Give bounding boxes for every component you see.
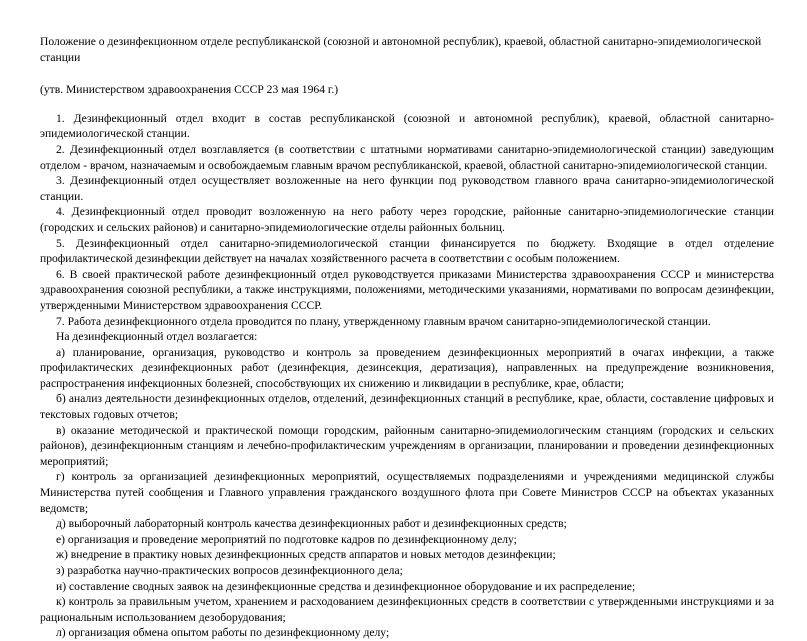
approval-note: (утв. Министерством здравоохранения СССР 23 мая 1964 г.) xyxy=(40,83,339,97)
document-page xyxy=(40,34,774,641)
duties-intro: На дезинфекционный отдел возлагается: xyxy=(56,330,258,344)
paragraph-6: 6. В своей практической работе дезинфекционный отдел руководствуется приказами Министерства здравоохранения СССР и министерства здравоохранения союзной республики, а также инструкциями, положениями, методическими указаниями, нормативами по вопросам дезинфекции, утвержденными Министерством здравоохранения СССР. xyxy=(40,267,774,312)
duty-item-z: з) разработка научно-практических вопросов дезинфекционного дела; xyxy=(56,564,403,577)
duty-item-k: к) контроль за правильным учетом, хранением и расходованием дезинфекционных средств в соответствии с утвержденными инструкциями и за рациональным использованием дезоборудования; xyxy=(40,595,774,624)
duty-item-e: е) организация и проведение мероприятий по подготовке кадров по дезинфекционному делу; xyxy=(56,532,517,546)
duty-item-i: и) составление сводных заявок на дезинфекционные средства и дезинфекционное оборудование и их распределение; xyxy=(56,579,636,593)
paragraph-1: 1. Дезинфекционный отдел входит в состав республиканской (союзной и автономной республик), краевой, областной санитарно-эпидемиологической станции. xyxy=(40,111,774,141)
duty-item-b: б) анализ деятельности дезинфекционных отделов, отделений, дезинфекционных станций в республике, крае, области, составление цифровых и текстовых годовых отчетов; xyxy=(40,392,774,422)
duty-item-v: в) оказание методической и практической помощи городским, районным санитарно-эпидемиологическим станциям (городских и сельских районов), дезинфекционным станциям и лечебно-профилактическим учреждениям в организации, планировании и проведении дезинфекционных мероприятий; xyxy=(40,423,774,468)
document-title: Положение о дезинфекционном отделе республиканской (союзной и автономной республик), краевой, областной санитарно-эпидемиологической станции xyxy=(40,35,762,64)
duty-item-l: л) организация обмена опытом работы по дезинфекционному делу; xyxy=(56,626,390,640)
paragraph-7: 7. Работа дезинфекционного отдела проводится по плану, утвержденному главным врачом санитарно-эпидемиологической станции. xyxy=(56,314,711,328)
duty-item-d: д) выборочный лабораторный контроль качества дезинфекционных работ и дезинфекционных средств; xyxy=(56,517,567,531)
document-body xyxy=(40,111,774,641)
paragraph-2: 2. Дезинфекционный отдел возглавляется (в соответствии с штатными нормативами санитарно-эпидемиологической станции) заведующим отделом - врачом, назначаемым и освобождаемым главным врачом республиканской, краевой, областной санитарно-эпидемиологической станции. xyxy=(40,142,774,172)
duty-item-a: а) планирование, организация, руководство и контроль за проведением дезинфекционных мероприятий в очагах инфекции, а также профилактических дезинфекционных работ (дезинфекция, дезинсекция, дератизация), направленных на предупреждение возникновения, распространения инфекционных болезней, способствующих их снижению и ликвидации в республике, крае, области; xyxy=(40,345,774,390)
paragraph-5: 5. Дезинфекционный отдел санитарно-эпидемиологической станции финансируется по бюджету. Входящие в отдел отделение профилактической дезинфекции действует на началах хозяйственного расчета в соответствии с особым положением. xyxy=(40,236,774,266)
paragraph-3: 3. Дезинфекционный отдел осуществляет возложенные на него функции под руководством главного врача санитарно-эпидемиологической станции. xyxy=(40,174,774,203)
duty-item-g: г) контроль за организацией дезинфекционных мероприятий, осуществляемых подразделениями и учреждениями медицинской службы Министерства путей сообщения и Главного управления гражданского воздушного флота при Совете Министров СССР на объектах указанных ведомств; xyxy=(40,470,774,515)
duty-item-zh: ж) внедрение в практику новых дезинфекционных средств аппаратов и новых методов дезинфекции; xyxy=(56,548,556,562)
paragraph-4: 4. Дезинфекционный отдел проводит возложенную на него работу через городские, районные санитарно-эпидемиологические станции (городских и сельских районов) и санитарно-эпидемиологические отделы районных больниц. xyxy=(40,205,774,234)
